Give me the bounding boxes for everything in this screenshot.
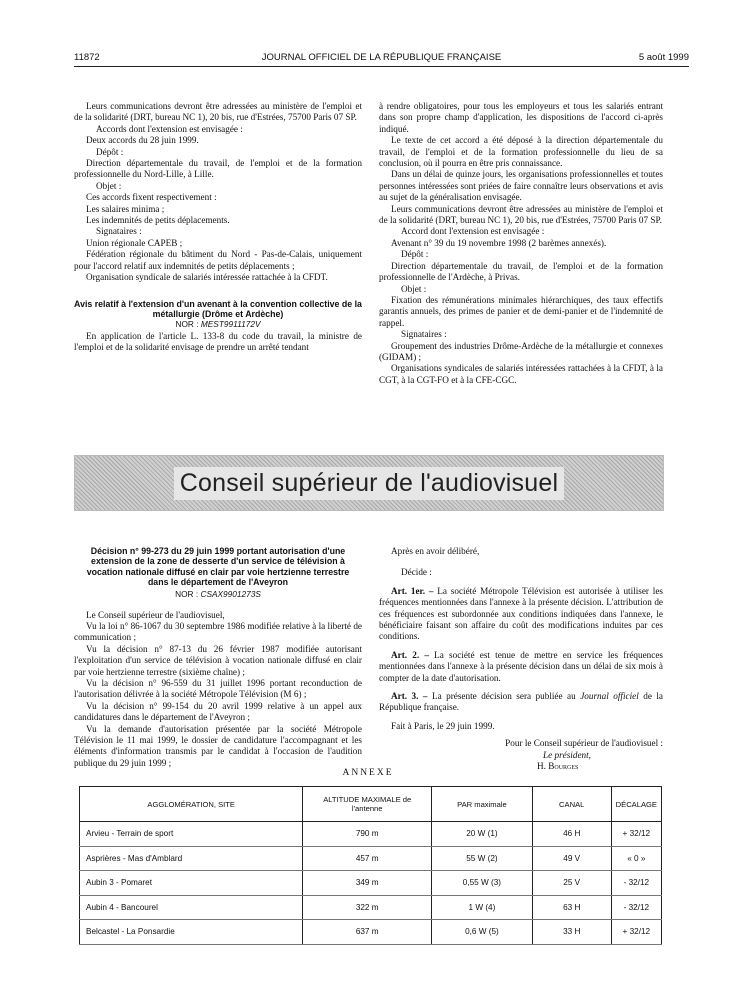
subheading: Objet :: [96, 180, 122, 191]
page-number: 11872: [74, 52, 100, 63]
journal-title: JOURNAL OFFICIEL DE LA RÉPUBLIQUE FRANÇAISE: [261, 52, 502, 63]
table-row: [80, 822, 662, 847]
subheading: Accord dont l'extension est envisagée :: [401, 226, 545, 237]
subheading: Signataires :: [96, 226, 142, 237]
cell-altitude: 457 m: [303, 846, 432, 871]
cell-altitude: 637 m: [303, 920, 432, 945]
banner-title: Conseil supérieur de l'audiovisuel: [174, 467, 564, 500]
cell-par: 20 W (1): [432, 822, 533, 847]
cell-canal: 49 V: [532, 846, 611, 871]
paragraph: Les indemnités de petits déplacements.: [86, 215, 230, 226]
nor-reference: NOR : CSAX9901273S: [175, 589, 261, 600]
header-rule: [74, 66, 689, 67]
section-banner: [74, 455, 664, 511]
cell-altitude: 349 m: [303, 871, 432, 896]
cell-canal: 33 H: [532, 920, 611, 945]
cell-decalage: « 0 »: [611, 846, 661, 871]
subheading: Dépôt :: [96, 146, 124, 157]
annexe-title: ANNEXE: [342, 768, 394, 778]
article-3: Art. 3. – La présente décision sera publiée au Journal officiel de la République française.: [379, 691, 664, 713]
annexe-table: [79, 786, 662, 945]
decision-right-column: [379, 546, 663, 773]
cell-par: 0,55 W (3): [432, 871, 533, 896]
paragraph: Deux accords du 28 juin 1999.: [86, 135, 199, 146]
column-header-site: AGGLOMÉRATION, SITE: [80, 787, 303, 822]
subheading: Signataires :: [401, 329, 447, 340]
paragraph: En application de l'article L. 133-8 du code du travail, la ministre de l'emploi et de la solidarité envisage de prendre un arrêté tendant: [74, 330, 362, 352]
paragraph: Après en avoir délibéré,: [391, 546, 480, 556]
cell-canal: 25 V: [532, 871, 611, 896]
paragraph: Fait à Paris, le 29 juin 1999.: [391, 720, 495, 731]
paragraph: Fixation des rémunérations minimales hiérarchiques, des taux effectifs garantis annuels, des primes de panier et de demi-panier et de l'indemnité de rappel.: [379, 294, 663, 328]
paragraph: Vu la décision n° 96-559 du 31 juillet 1996 portant reconduction de l'autorisation délivrée à la société Métropole Télévision (M 6) ;: [74, 678, 362, 700]
paragraph: Décide :: [401, 567, 432, 578]
paragraph: Vu la décision n° 99-154 du 20 avril 1999 relative à un appel aux candidatures dans le département de l'Aveyron ;: [74, 700, 362, 723]
cell-altitude: 790 m: [303, 822, 432, 847]
paragraph: Organisation syndicale de salariés intéressée rattachée à la CFDT.: [86, 272, 328, 283]
right-column-top: [379, 101, 663, 386]
cell-canal: 46 H: [532, 822, 611, 847]
paragraph: Organisations syndicales de salariés intéressées rattachées à la CFDT, à la CGT, à la CGT-FO et à la CFE-CGC.: [379, 363, 663, 385]
issue-date: 5 août 1999: [638, 52, 689, 63]
cell-decalage: - 32/12: [611, 895, 661, 920]
paragraph: Vu la loi n° 86-1067 du 30 septembre 1986 modifiée relative à la liberté de communication ;: [74, 621, 362, 643]
cell-site: Asprières - Mas d'Amblard: [80, 846, 303, 871]
cell-par: 55 W (2): [432, 846, 533, 871]
signatory-name: H. Bourges: [537, 761, 579, 772]
paragraph: Groupement des industries Drôme-Ardèche de la métallurgie et connexes (GIDAM) ;: [379, 340, 663, 362]
column-header-canal: CANAL: [532, 787, 611, 822]
paragraph: Vu la demande d'autorisation présentée par la société Métropole Télévision le 11 mai 1999, le dossier de candidature l'accompagnant et les éléments d'information transmis par le candidat à l'occasion de l'audition publique du 29 juin 1999 ;: [74, 723, 362, 768]
subheading: Accords dont l'extension est envisagée :: [96, 123, 243, 134]
article-2: Art. 2. – La société est tenue de mettre en service les fréquences mentionnées dans l'annexe à la présente décision dans un délai de six mois à compter de la date d'autorisation.: [379, 649, 664, 683]
section-title: Avis relatif à l'extension d'un avenant à la convention collective de la métallurgie (Drôme et Ardèche): [74, 298, 362, 319]
table-row: [80, 871, 662, 896]
subheading: Objet :: [401, 283, 427, 294]
cell-canal: 63 H: [532, 895, 611, 920]
decision-title: Décision n° 99-273 du 29 juin 1999 portant autorisation d'une extension de la zone de desserte d'un service de télévision à vocation nationale diffusé en clair par voie hertzienne terrestre dans le département de l'Aveyron: [86, 546, 350, 587]
cell-decalage: - 32/12: [611, 871, 661, 896]
table-row: [80, 895, 662, 920]
signatory-title: Le président,: [543, 749, 591, 760]
cell-site: Aubin 4 - Bancourel: [80, 895, 303, 920]
paragraph: Vu la décision n° 87-13 du 26 février 1987 modifiée autorisant l'exploitation d'un service de télévision à vocation nationale diffusé en clair par voie hertzienne terrestre (sixième chaîne) ;: [74, 643, 362, 677]
subheading: Dépôt :: [401, 249, 429, 260]
table-row: [80, 846, 662, 871]
paragraph: Direction départementale du travail, de l'emploi et de la formation professionnelle du Nord-Lille, à Lille.: [74, 158, 362, 180]
cell-altitude: 322 m: [303, 895, 432, 920]
column-header-decalage: DÉCALAGE: [611, 787, 661, 822]
page-header: [74, 52, 689, 66]
paragraph: Ces accords fixent respectivement :: [86, 192, 217, 203]
paragraph: Le texte de cet accord a été déposé à la direction départementale du travail, de l'emploi et de la formation professionnelle du lieu de sa conclusion, où il pourra en être pris connaissance.: [379, 135, 663, 169]
article-1: Art. 1er. – La société Métropole Télévision est autorisée à utiliser les fréquences mentionnées dans l'annexe à la présente décision. L'attribution de ces fréquences est subordonnée aux conditions indiquées dans l'annexe, le bénéficiaire faisant son affaire du coût des modifications induites par ces conditions.: [379, 585, 663, 642]
cell-site: Aubin 3 - Pomaret: [80, 871, 303, 896]
paragraph: Leurs communications devront être adressées au ministère de l'emploi et de la solidarité (DRT, bureau NC 1), 20 bis, rue d'Estrées, 75700 Paris 07 SP.: [74, 101, 362, 123]
table-row: [80, 920, 662, 945]
column-header-altitude: ALTITUDE MAXIMALE de l'antenne: [303, 787, 432, 822]
paragraph: Avenant n° 39 du 19 novembre 1998 (2 barèmes annexés).: [391, 237, 607, 248]
paragraph: à rendre obligatoires, pour tous les employeurs et tous les salariés entrant dans son propre champ d'application, les dispositions de l'accord ci-après indiqué.: [379, 101, 663, 134]
paragraph: Fédération régionale du bâtiment du Nord - Pas-de-Calais, uniquement pour l'accord relatif aux indemnités de petits déplacements ;: [74, 249, 362, 271]
paragraph: Dans un délai de quinze jours, les organisations professionnelles et toutes personnes intéressées sont priées de faire connaître leurs observations et avis au sujet de la généralisation envisagée.: [379, 169, 663, 203]
paragraph: Le Conseil supérieur de l'audiovisuel,: [86, 609, 225, 620]
cell-site: Arvieu - Terrain de sport: [80, 822, 303, 847]
cell-decalage: + 32/12: [611, 822, 661, 847]
paragraph: Les salaires minima ;: [86, 203, 165, 214]
table-header-row: [80, 787, 662, 822]
decision-left-column: [74, 546, 362, 769]
paragraph: Direction départementale du travail, de l'emploi et de la formation professionnelle de l'Ardèche, à Privas.: [379, 260, 663, 283]
column-header-par: PAR maximale: [432, 787, 533, 822]
cell-decalage: + 32/12: [611, 920, 661, 945]
cell-site: Belcastel - La Ponsardie: [80, 920, 303, 945]
paragraph: Union régionale CAPEB ;: [86, 237, 183, 248]
left-column-top: [74, 101, 362, 353]
nor-reference: NOR : MESТ9911172V: [175, 319, 261, 330]
cell-par: 0,6 W (5): [432, 920, 533, 945]
signatory-line: Pour le Conseil supérieur de l'audiovisuel :: [505, 738, 663, 749]
cell-par: 1 W (4): [432, 895, 533, 920]
paragraph: Leurs communications devront être adressées au ministère de l'emploi et de la solidarité (DRT, bureau NC 1), 20 bis, rue d'Estrées, 75700 Paris 07 SP.: [379, 203, 663, 226]
